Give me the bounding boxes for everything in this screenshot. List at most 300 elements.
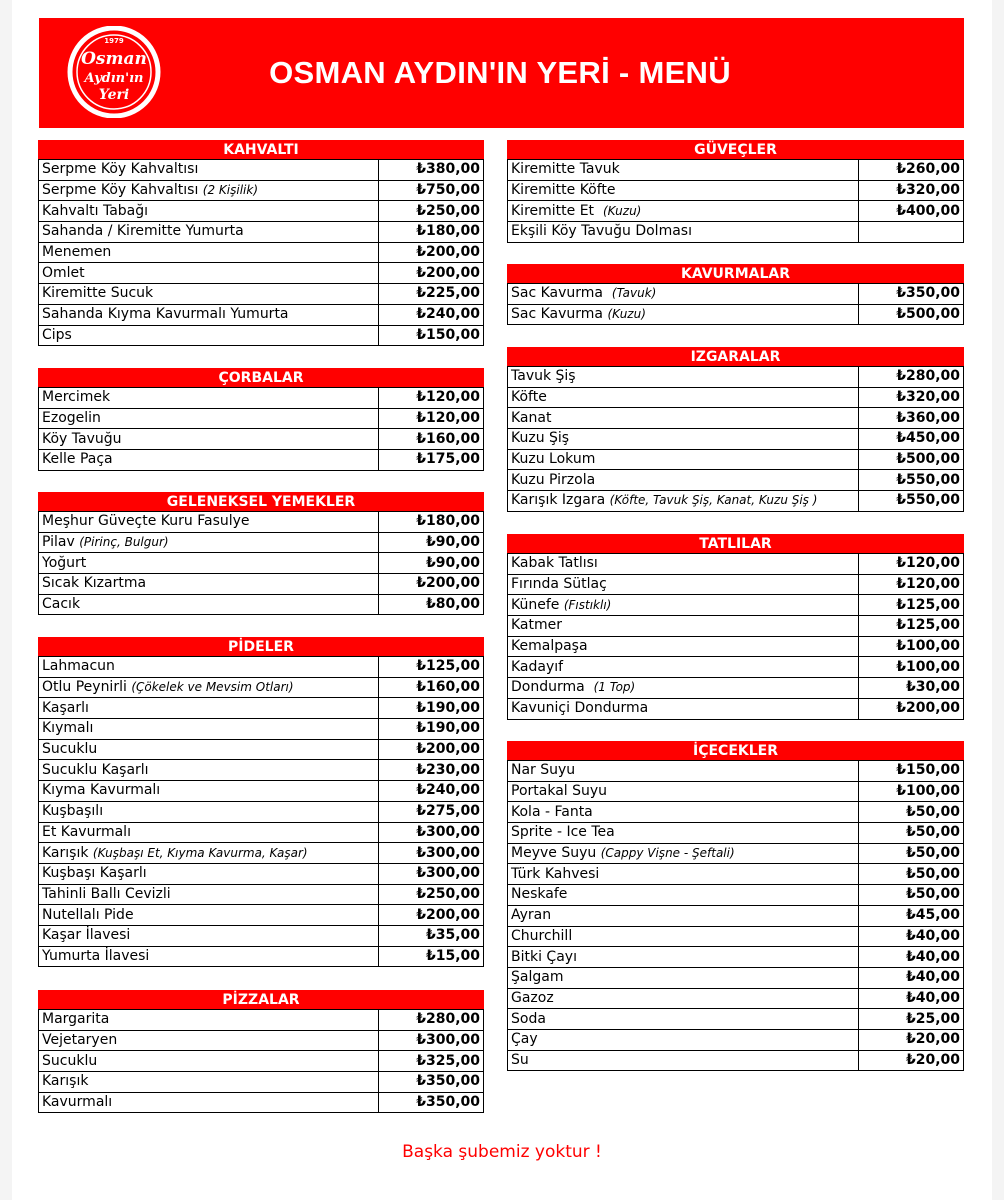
item-price: ₺325,00: [379, 1051, 484, 1072]
item-name: Katmer: [511, 617, 563, 634]
item-name: Sıcak Kızartma: [42, 575, 147, 592]
item-name-cell: [508, 201, 859, 222]
menu-row: [39, 822, 484, 843]
item-name: Sahanda Kıyma Kavurmalı Yumurta: [42, 306, 289, 323]
menu-row: [39, 698, 484, 719]
section-izgaralar: [507, 347, 964, 512]
item-price: ₺200,00: [859, 698, 964, 719]
item-note: (1 Top): [593, 680, 636, 695]
section-title: TATLILAR: [507, 534, 964, 553]
item-name-cell: [39, 408, 379, 429]
item-note: (Cappy Vişne - Şeftali): [600, 846, 735, 861]
item-name: Ayran: [511, 907, 552, 924]
item-name-cell: [39, 657, 379, 678]
menu-table: [38, 387, 484, 471]
menu-row: [508, 201, 964, 222]
item-name-cell: [508, 616, 859, 637]
item-name-cell: [508, 222, 859, 243]
item-name-cell: [39, 822, 379, 843]
menu-row: [508, 967, 964, 988]
section-title: KAVURMALAR: [507, 264, 964, 283]
item-price: [859, 222, 964, 243]
menu-row: [508, 304, 964, 325]
item-name-cell: [39, 201, 379, 222]
menu-row: [39, 843, 484, 864]
menu-table: [507, 283, 964, 325]
item-price: ₺160,00: [379, 429, 484, 450]
item-name-cell: [508, 698, 859, 719]
item-name: Menemen: [42, 244, 112, 261]
item-name: Kabak Tatlısı: [511, 555, 598, 572]
logo-line-1: Osman: [81, 49, 147, 69]
menu-row: [508, 698, 964, 719]
item-price: ₺320,00: [859, 180, 964, 201]
item-price: ₺240,00: [379, 781, 484, 802]
item-name-cell: [508, 284, 859, 305]
menu-table: [507, 760, 964, 1071]
item-name: Lahmacun: [42, 658, 115, 675]
item-price: ₺150,00: [379, 325, 484, 346]
item-name: Kiremitte Et: [511, 202, 603, 219]
item-name-cell: [39, 843, 379, 864]
item-price: ₺40,00: [859, 988, 964, 1009]
item-name-cell: [508, 180, 859, 201]
item-name-cell: [39, 532, 379, 553]
item-name: Karışık: [42, 1073, 89, 1090]
item-name: Kiremitte Köfte: [511, 182, 616, 199]
item-price: ₺320,00: [859, 387, 964, 408]
section-icecekler: [507, 741, 964, 1071]
item-name: Kadayıf: [511, 658, 564, 675]
logo-year: 1979: [104, 37, 124, 45]
menu-row: [39, 284, 484, 305]
item-name: Tahinli Ballı Cevizli: [42, 885, 171, 902]
item-name-cell: [508, 657, 859, 678]
item-price: ₺350,00: [859, 284, 964, 305]
item-name: Karışık: [42, 844, 93, 861]
item-price: ₺50,00: [859, 802, 964, 823]
menu-row: [39, 739, 484, 760]
item-name-cell: [39, 594, 379, 615]
menu-row: [508, 222, 964, 243]
item-name-cell: [508, 491, 859, 512]
menu-row: [508, 491, 964, 512]
item-name: Kuzu Pirzola: [511, 471, 596, 488]
item-price: ₺750,00: [379, 180, 484, 201]
item-price: ₺175,00: [379, 450, 484, 471]
item-name-cell: [508, 387, 859, 408]
item-name-cell: [39, 760, 379, 781]
item-name: Kahvaltı Tabağı: [42, 202, 149, 219]
item-price: ₺450,00: [859, 429, 964, 450]
item-name: Kelle Paça: [42, 451, 113, 468]
item-name: Kuzu Lokum: [511, 451, 596, 468]
item-name: Otlu Peynirli: [42, 679, 132, 696]
item-note: (Tavuk): [611, 286, 657, 301]
item-price: ₺360,00: [859, 408, 964, 429]
item-name-cell: [39, 222, 379, 243]
item-name-cell: [39, 1092, 379, 1113]
item-name-cell: [39, 450, 379, 471]
item-note: (2 Kişilik): [202, 183, 258, 198]
item-note: (Kuşbaşı Et, Kıyma Kavurma, Kaşar): [92, 845, 308, 860]
item-price: ₺20,00: [859, 1050, 964, 1071]
menu-row: [39, 304, 484, 325]
item-price: ₺120,00: [379, 408, 484, 429]
item-name: Sahanda / Kiremitte Yumurta: [42, 223, 244, 240]
item-name-cell: [508, 554, 859, 575]
item-name: Serpme Köy Kahvaltısı: [42, 161, 199, 178]
menu-row: [508, 885, 964, 906]
item-name-cell: [39, 429, 379, 450]
menu-row: [39, 1010, 484, 1031]
item-name: Kuşbaşı Kaşarlı: [42, 865, 147, 882]
item-price: ₺500,00: [859, 449, 964, 470]
menu-row: [508, 367, 964, 388]
menu-row: [508, 802, 964, 823]
section-kahvalti: [38, 140, 484, 346]
section-pideler: [38, 637, 484, 967]
item-price: ₺30,00: [859, 678, 964, 699]
item-name: Cips: [42, 326, 72, 343]
menu-row: [508, 554, 964, 575]
section-corbalar: [38, 368, 484, 471]
menu-row: [39, 1051, 484, 1072]
menu-row: [508, 636, 964, 657]
item-price: ₺100,00: [859, 781, 964, 802]
item-name-cell: [508, 926, 859, 947]
menu-row: [508, 616, 964, 637]
item-name: Yumurta İlavesi: [42, 947, 150, 964]
item-name: Nutellalı Pide: [42, 906, 134, 923]
item-price: ₺180,00: [379, 222, 484, 243]
menu-row: [508, 574, 964, 595]
item-price: ₺20,00: [859, 1029, 964, 1050]
item-name-cell: [508, 967, 859, 988]
item-name-cell: [39, 242, 379, 263]
item-name-cell: [39, 698, 379, 719]
item-name-cell: [39, 739, 379, 760]
item-name: Kaşarlı: [42, 699, 89, 716]
menu-row: [39, 160, 484, 181]
item-name: Karışık Izgara: [511, 492, 610, 509]
item-price: ₺300,00: [379, 843, 484, 864]
item-name-cell: [39, 553, 379, 574]
item-name: Kıymalı: [42, 720, 94, 737]
item-price: ₺230,00: [379, 760, 484, 781]
item-price: ₺190,00: [379, 719, 484, 740]
item-name-cell: [39, 388, 379, 409]
menu-table: [38, 511, 484, 615]
item-name: Bitki Çayı: [511, 948, 577, 965]
menu-row: [508, 947, 964, 968]
item-price: ₺50,00: [859, 843, 964, 864]
menu-row: [39, 863, 484, 884]
item-name-cell: [39, 304, 379, 325]
menu-row: [508, 595, 964, 616]
item-name: Et Kavurmalı: [42, 823, 131, 840]
item-name: Soda: [511, 1010, 546, 1027]
section-title: PİDELER: [38, 637, 484, 656]
item-price: ₺50,00: [859, 885, 964, 906]
menu-row: [39, 925, 484, 946]
item-name: Sucuklu: [42, 741, 98, 758]
item-name: Kuşbaşılı: [42, 803, 104, 820]
item-name-cell: [39, 946, 379, 967]
item-name: Meyve Suyu: [511, 845, 601, 862]
item-name-cell: [508, 1029, 859, 1050]
item-name: Kıyma Kavurmalı: [42, 782, 161, 799]
menu-row: [508, 657, 964, 678]
section-title: İÇECEKLER: [507, 741, 964, 760]
item-name-cell: [508, 1009, 859, 1030]
item-name-cell: [508, 905, 859, 926]
menu-row: [39, 242, 484, 263]
item-price: ₺280,00: [859, 367, 964, 388]
item-name-cell: [39, 284, 379, 305]
logo-line-2: Aydın'ın: [84, 71, 144, 86]
item-name-cell: [508, 595, 859, 616]
item-name-cell: [508, 160, 859, 181]
section-title: GELENEKSEL YEMEKLER: [38, 492, 484, 511]
item-name: Ezogelin: [42, 410, 101, 427]
menu-row: [39, 677, 484, 698]
menu-row: [508, 408, 964, 429]
item-price: ₺200,00: [379, 574, 484, 595]
item-name-cell: [39, 781, 379, 802]
menu-row: [39, 905, 484, 926]
menu-row: [508, 1029, 964, 1050]
item-name: Meşhur Güveçte Kuru Fasulye: [42, 513, 250, 530]
item-name-cell: [508, 947, 859, 968]
menu-row: [508, 864, 964, 885]
section-title: KAHVALTI: [38, 140, 484, 159]
item-name-cell: [39, 1010, 379, 1031]
item-note: (Çökelek ve Mevsim Otları): [131, 680, 294, 695]
item-price: ₺260,00: [859, 160, 964, 181]
menu-row: [39, 553, 484, 574]
item-price: ₺35,00: [379, 925, 484, 946]
item-name-cell: [39, 263, 379, 284]
menu-row: [39, 574, 484, 595]
item-name: Nar Suyu: [511, 762, 576, 779]
item-price: ₺550,00: [859, 491, 964, 512]
item-name: Sac Kavurma: [511, 285, 612, 302]
footer-note: Başka şubemiz yoktur !: [402, 1142, 602, 1162]
menu-row: [508, 823, 964, 844]
item-name: Sac Kavurma: [511, 306, 608, 323]
item-price: ₺160,00: [379, 677, 484, 698]
item-name-cell: [39, 925, 379, 946]
menu-row: [39, 760, 484, 781]
item-price: ₺40,00: [859, 967, 964, 988]
item-name: Köfte: [511, 389, 547, 406]
item-name-cell: [39, 512, 379, 533]
item-name: Gazoz: [511, 989, 554, 1006]
item-price: ₺275,00: [379, 801, 484, 822]
item-name: Kuzu Şiş: [511, 430, 570, 447]
menu-row: [39, 946, 484, 967]
item-name-cell: [39, 719, 379, 740]
item-name-cell: [39, 863, 379, 884]
menu-row: [39, 429, 484, 450]
item-name-cell: [39, 325, 379, 346]
menu-table: [38, 656, 484, 967]
item-price: ₺300,00: [379, 822, 484, 843]
menu-row: [508, 1009, 964, 1030]
item-name-cell: [508, 429, 859, 450]
menu-row: [39, 180, 484, 201]
item-name-cell: [39, 884, 379, 905]
item-price: ₺100,00: [859, 657, 964, 678]
item-price: ₺15,00: [379, 946, 484, 967]
section-tatlilar: [507, 534, 964, 720]
item-name: Yoğurt: [42, 554, 87, 571]
menu-row: [508, 905, 964, 926]
item-name-cell: [39, 905, 379, 926]
item-price: ₺200,00: [379, 263, 484, 284]
item-price: ₺80,00: [379, 594, 484, 615]
item-price: ₺150,00: [859, 761, 964, 782]
item-price: ₺200,00: [379, 905, 484, 926]
item-price: ₺125,00: [859, 616, 964, 637]
item-name: Serpme Köy Kahvaltısı: [42, 182, 203, 199]
item-name: Cacık: [42, 596, 81, 613]
item-name-cell: [508, 802, 859, 823]
section-kavurmalar: [507, 264, 964, 325]
menu-row: [39, 450, 484, 471]
item-price: ₺250,00: [379, 201, 484, 222]
item-name: Çay: [511, 1031, 538, 1048]
item-note: (Kuzu): [607, 307, 646, 322]
menu-table: [507, 159, 964, 243]
menu-row: [508, 843, 964, 864]
item-name-cell: [39, 801, 379, 822]
section-title: GÜVEÇLER: [507, 140, 964, 159]
item-price: ₺90,00: [379, 553, 484, 574]
item-name: Kola - Fanta: [511, 803, 593, 820]
item-name: Kaşar İlavesi: [42, 927, 131, 944]
menu-row: [39, 512, 484, 533]
item-price: ₺350,00: [379, 1072, 484, 1093]
item-price: ₺125,00: [379, 657, 484, 678]
item-price: ₺25,00: [859, 1009, 964, 1030]
menu-row: [508, 988, 964, 1009]
menu-row: [39, 657, 484, 678]
item-name-cell: [508, 781, 859, 802]
item-name: Türk Kahvesi: [511, 865, 600, 882]
item-name-cell: [508, 636, 859, 657]
item-price: ₺250,00: [379, 884, 484, 905]
item-name-cell: [39, 677, 379, 698]
menu-table: [507, 553, 964, 720]
item-price: ₺200,00: [379, 739, 484, 760]
menu-row: [39, 719, 484, 740]
item-name: Sucuklu Kaşarlı: [42, 761, 149, 778]
item-price: ₺180,00: [379, 512, 484, 533]
menu-row: [508, 180, 964, 201]
menu-row: [508, 284, 964, 305]
menu-row: [508, 781, 964, 802]
item-name: Pilav: [42, 534, 80, 551]
section-guvecler: [507, 140, 964, 243]
item-name: Kiremitte Tavuk: [511, 161, 620, 178]
item-name-cell: [39, 574, 379, 595]
item-name: Dondurma: [511, 679, 594, 696]
item-name: Vejetaryen: [42, 1032, 118, 1049]
item-name: Künefe: [511, 596, 564, 613]
item-name: Köy Tavuğu: [42, 430, 122, 447]
logo-line-3: Yeri: [98, 87, 130, 103]
item-name: Neskafe: [511, 886, 568, 903]
item-price: ₺280,00: [379, 1010, 484, 1031]
menu-row: [39, 1030, 484, 1051]
item-price: ₺500,00: [859, 304, 964, 325]
item-name-cell: [508, 843, 859, 864]
item-name: Omlet: [42, 264, 85, 281]
item-name-cell: [508, 367, 859, 388]
item-name: Kavuniçi Dondurma: [511, 700, 649, 717]
item-name-cell: [39, 1051, 379, 1072]
item-name: Churchill: [511, 927, 573, 944]
menu-row: [39, 201, 484, 222]
item-note: (Köfte, Tavuk Şiş, Kanat, Kuzu Şiş ): [609, 493, 818, 508]
item-price: ₺120,00: [379, 388, 484, 409]
item-name-cell: [39, 1072, 379, 1093]
item-name: Margarita: [42, 1011, 110, 1028]
item-name: Kemalpaşa: [511, 638, 588, 655]
menu-table: [38, 1009, 484, 1113]
item-name: Kavurmalı: [42, 1094, 113, 1111]
restaurant-logo: [62, 26, 166, 118]
item-price: ₺100,00: [859, 636, 964, 657]
item-name-cell: [39, 180, 379, 201]
page-title: OSMAN AYDIN'IN YERİ - MENÜ: [269, 55, 731, 90]
item-price: ₺300,00: [379, 1030, 484, 1051]
item-price: ₺40,00: [859, 926, 964, 947]
item-price: ₺200,00: [379, 242, 484, 263]
item-name: Ekşili Köy Tavuğu Dolması: [511, 223, 692, 240]
menu-row: [39, 1092, 484, 1113]
item-name-cell: [508, 449, 859, 470]
menu-row: [508, 761, 964, 782]
item-price: ₺45,00: [859, 905, 964, 926]
item-price: ₺120,00: [859, 554, 964, 575]
item-price: ₺300,00: [379, 863, 484, 884]
item-name: Portakal Suyu: [511, 783, 608, 800]
item-name: Kiremitte Sucuk: [42, 285, 154, 302]
item-price: ₺400,00: [859, 201, 964, 222]
item-name: Su: [511, 1051, 529, 1068]
item-name-cell: [508, 864, 859, 885]
item-price: ₺90,00: [379, 532, 484, 553]
item-name-cell: [508, 408, 859, 429]
section-title: ÇORBALAR: [38, 368, 484, 387]
item-name-cell: [508, 823, 859, 844]
menu-row: [39, 388, 484, 409]
item-note: (Fıstıklı): [563, 597, 612, 612]
item-name-cell: [508, 470, 859, 491]
menu-row: [39, 222, 484, 243]
item-name-cell: [508, 304, 859, 325]
item-price: ₺50,00: [859, 823, 964, 844]
menu-row: [508, 926, 964, 947]
section-title: PİZZALAR: [38, 990, 484, 1009]
item-name: Kanat: [511, 409, 552, 426]
menu-row: [508, 449, 964, 470]
menu-table: [38, 159, 484, 346]
menu-row: [508, 160, 964, 181]
